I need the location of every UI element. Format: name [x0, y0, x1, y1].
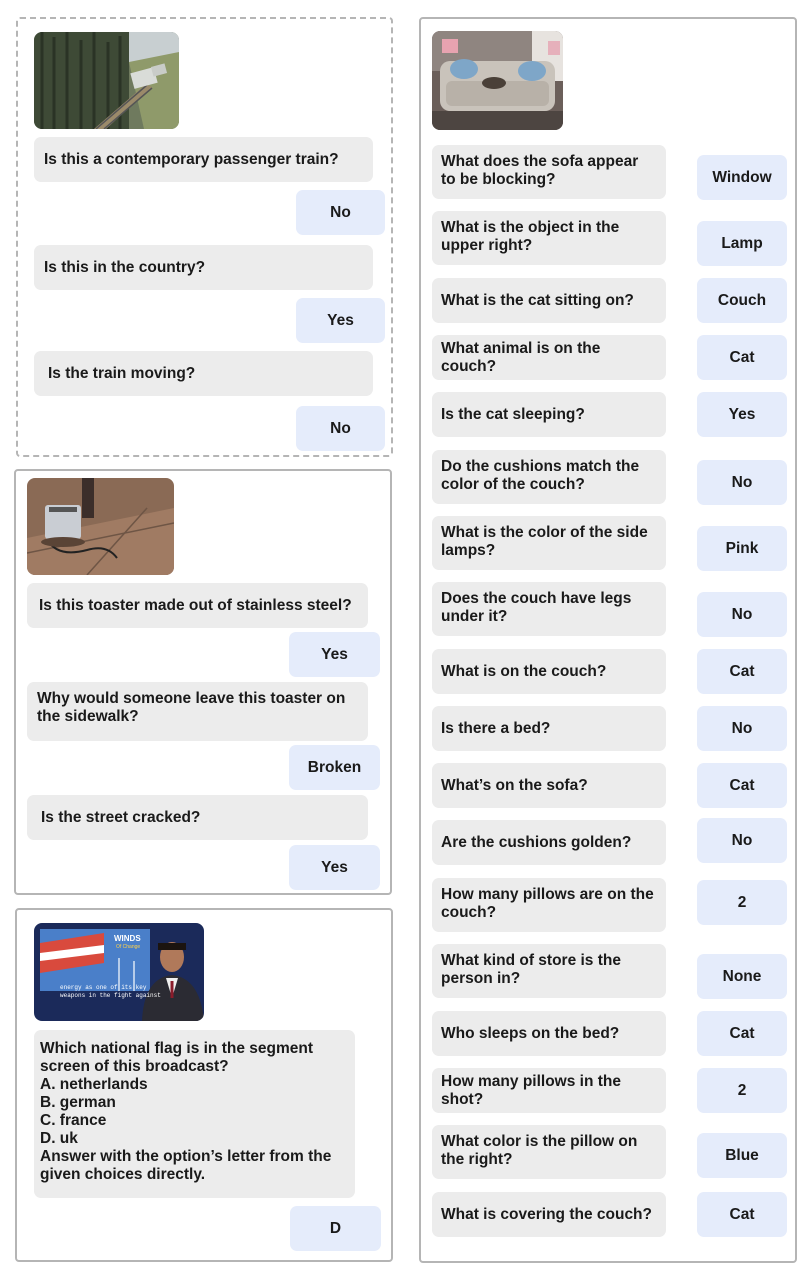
question-text: What is the color of the side lamps? — [441, 524, 648, 559]
question-bubble — [432, 1192, 666, 1237]
answer-text: Window — [712, 168, 772, 186]
question-text: Are the cushions golden? — [441, 833, 632, 851]
answer-bubble — [697, 649, 787, 694]
question-bubble — [34, 245, 373, 290]
answer-bubble — [697, 460, 787, 505]
answer-text: 2 — [737, 1081, 747, 1099]
question-text: How many pillows are on the couch? — [441, 886, 654, 921]
answer-bubble — [697, 392, 787, 437]
question-text: How many pillows in the shot? — [441, 1072, 621, 1108]
answer-bubble — [697, 278, 787, 323]
answer-bubble — [296, 298, 385, 343]
answer-text: Yes — [321, 645, 348, 663]
answer-text: Couch — [717, 291, 767, 309]
question-bubble — [27, 682, 368, 741]
question-text: Which national flag is in the segment screen of this broadcast? A. netherlands B. german C. france D. uk Answer with the option’s letter from the given choices directly. — [40, 1040, 332, 1183]
question-text: Why would someone leave this toaster on the sidewalk? — [37, 690, 346, 725]
question-bubble — [432, 763, 666, 808]
question-bubble — [432, 878, 666, 932]
question-text: What animal is on the couch? — [441, 339, 601, 375]
answer-text: No — [330, 419, 351, 437]
answer-bubble — [697, 818, 787, 863]
answer-bubble — [290, 1206, 381, 1251]
answer-text: No — [731, 473, 753, 491]
qa-panel-train — [16, 17, 393, 457]
question-bubble — [27, 583, 368, 628]
question-text: Is this a contemporary passenger train? — [44, 150, 339, 168]
question-bubble — [432, 335, 666, 380]
question-bubble — [432, 820, 666, 865]
qa-panel-broadcast — [15, 908, 393, 1262]
question-text: Is there a bed? — [441, 719, 551, 737]
living-room-sofa-photo — [432, 31, 563, 130]
question-bubble — [432, 450, 666, 504]
answer-text: Blue — [725, 1146, 759, 1164]
answer-text: Yes — [321, 858, 348, 876]
answer-text: Cat — [729, 776, 755, 794]
answer-bubble — [289, 745, 380, 790]
question-text: Is the cat sleeping? — [441, 405, 585, 423]
question-bubble — [432, 278, 666, 323]
answer-text: Broken — [307, 758, 362, 776]
answer-bubble — [296, 406, 385, 451]
answer-bubble — [697, 1011, 787, 1056]
question-bubble — [432, 582, 666, 636]
answer-bubble — [697, 880, 787, 925]
answer-text: Yes — [728, 405, 756, 423]
answer-text: No — [731, 605, 753, 623]
answer-text: Cat — [729, 662, 755, 680]
answer-bubble — [697, 1133, 787, 1178]
question-bubble — [34, 351, 373, 396]
answer-bubble — [697, 335, 787, 380]
question-text: What’s on the sofa? — [441, 776, 588, 794]
qa-panel-sofa — [419, 17, 797, 1263]
question-text: Does the couch have legs under it? — [441, 590, 632, 625]
screen-title-text: WINDS — [114, 934, 141, 943]
question-bubble — [432, 649, 666, 694]
question-text: What color is the pillow on the right? — [441, 1133, 638, 1168]
question-text: What does the sofa appear to be blocking? — [441, 153, 639, 188]
answer-text: Lamp — [721, 234, 763, 252]
question-bubble — [432, 211, 666, 265]
answer-bubble — [289, 632, 380, 677]
screen-sub-text: Of Change — [116, 944, 141, 950]
answer-text: No — [731, 831, 753, 849]
answer-bubble — [697, 706, 787, 751]
question-text: What is the object in the upper right? — [441, 219, 620, 254]
question-bubble — [432, 516, 666, 570]
answer-text: No — [330, 203, 351, 221]
answer-text: Cat — [729, 1205, 755, 1223]
answer-text: No — [731, 719, 753, 737]
answer-bubble — [697, 592, 787, 637]
question-bubble — [34, 137, 373, 182]
question-bubble — [432, 1125, 666, 1179]
question-bubble — [432, 706, 666, 751]
question-text: What kind of store is the person in? — [441, 952, 621, 987]
answer-bubble — [697, 155, 787, 200]
caption-line-1: energy as one of its key — [60, 984, 147, 991]
toaster-on-sidewalk-photo — [27, 478, 174, 575]
news-broadcast-photo — [34, 923, 204, 1021]
answer-text: 2 — [737, 893, 747, 911]
answer-bubble — [697, 763, 787, 808]
question-bubble — [432, 944, 666, 998]
answer-text: Cat — [729, 1024, 755, 1042]
question-bubble — [432, 392, 666, 437]
answer-bubble — [697, 221, 787, 266]
question-text: Is the street cracked? — [41, 808, 201, 826]
answer-bubble — [289, 845, 380, 890]
question-text: Do the cushions match the color of the couch? — [441, 458, 640, 493]
answer-text: Pink — [725, 539, 759, 557]
question-bubble — [34, 1030, 355, 1198]
question-text: Is the train moving? — [48, 364, 196, 382]
question-bubble — [27, 795, 368, 840]
answer-text: None — [722, 967, 762, 985]
mountain-railway-photo — [34, 32, 179, 129]
answer-text: Cat — [729, 348, 755, 366]
question-bubble — [432, 1011, 666, 1056]
answer-bubble — [296, 190, 385, 235]
question-bubble — [432, 145, 666, 199]
question-text: What is on the couch? — [441, 662, 607, 680]
answer-bubble — [697, 1068, 787, 1113]
answer-text: D — [329, 1219, 342, 1237]
caption-line-2: weapons in the fight against — [60, 992, 161, 999]
question-text: What is the cat sitting on? — [441, 291, 634, 309]
answer-bubble — [697, 526, 787, 571]
qa-panel-toaster — [14, 469, 392, 895]
question-text: Is this in the country? — [44, 258, 206, 276]
answer-bubble — [697, 1192, 787, 1237]
question-bubble — [432, 1068, 666, 1113]
answer-text: Yes — [327, 311, 354, 329]
question-text: Is this toaster made out of stainless steel? — [39, 596, 352, 614]
answer-bubble — [697, 954, 787, 999]
question-text: What is covering the couch? — [441, 1205, 652, 1223]
question-text: Who sleeps on the bed? — [441, 1024, 620, 1042]
